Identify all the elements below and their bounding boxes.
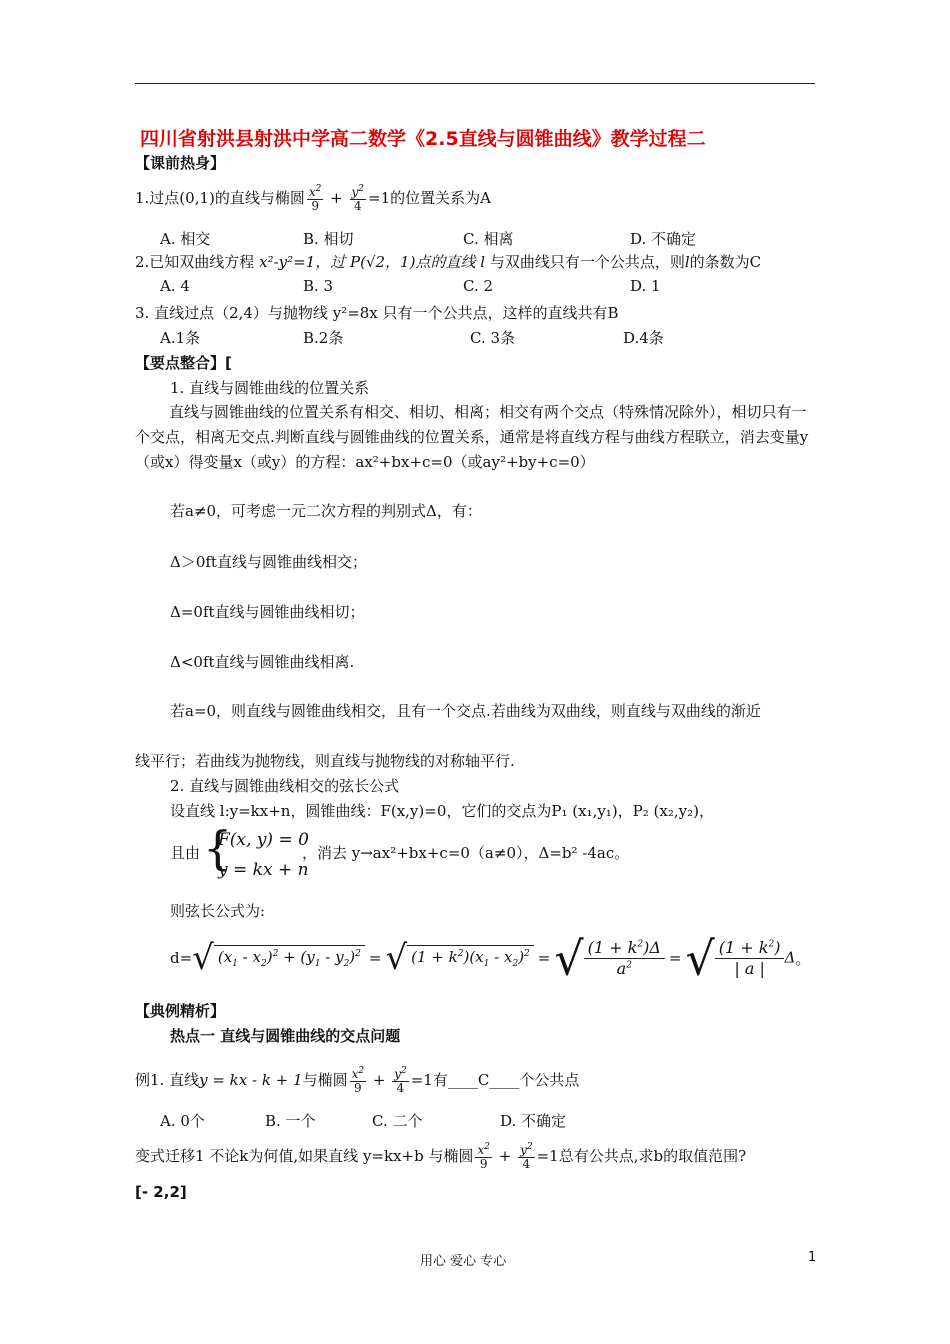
formula-d: d= [170, 949, 193, 967]
top-rule [135, 83, 815, 84]
formula-label: 则弦长公式为: [170, 902, 266, 920]
ex1-option-d: D. 不确定 [500, 1112, 567, 1130]
question-1: 1.过点(0,1)的直线与椭圆 $\frac{x^2}{9}$ + $\frac{y^2}{4}$ =1的位置关系为A [135, 183, 491, 213]
q1-mid: =1的位置关系为A [368, 189, 491, 207]
kp2-and-by: 且由 [170, 844, 201, 862]
ex1-end: =1有____C____个公共点 [410, 1071, 580, 1089]
kp1-heading: 1. 直线与圆锥曲线的位置关系 [170, 379, 370, 397]
variant-1: 变式迁移1 不论k为何值,如果直线 y=kx+b 与椭圆 $\frac{x^2}{9}$ + $\frac{y^2}{4}$ =1总有公共点,求b的取值范围? [135, 1141, 747, 1171]
kp1-a-zero-cont: 线平行；若曲线为抛物线，则直线与抛物线的对称轴平行. [135, 752, 515, 770]
frac-y2-4: $\frac{y^2}{4}$ [351, 183, 365, 213]
q1-option-c: C. 相离 [463, 230, 514, 248]
page-number: 1 [808, 1250, 817, 1265]
kp2-heading: 2. 直线与圆锥曲线相交的弦长公式 [170, 777, 400, 795]
sqrt-term-2: √ $(1 + k^2)(x_1 - x_2)^2$ [385, 943, 533, 973]
kp2-eliminate: ，消去 y→ax²+bx+c=0（a≠0），Δ=b² -4ac。 [302, 844, 630, 862]
example-1: 例1. 直线y = kx - k + 1与椭圆 $\frac{x^2}{9}$ + $\frac{y^2}{4}$ =1有____C____个公共点 [135, 1065, 580, 1095]
footer-center: 用心 爱心 专心 [420, 1254, 507, 1269]
ex1-option-a: A. 0个 [160, 1112, 205, 1130]
ex1-mid: 与椭圆 [302, 1071, 348, 1089]
sqrt-term-1: √ $(x_1 - x_2)^2 + (y_1 - y_2)^2$ [192, 943, 365, 973]
system-eq-1: F(x, y) = 0 [218, 830, 309, 850]
q2-prefix: 2.已知双曲线方程 [135, 253, 260, 271]
var1-frac-y2-4: $\frac{y^2}{4}$ [520, 1141, 533, 1171]
sqrt-term-3: √ $\frac{(1 + k^2)\Delta}{a^2}$ [554, 938, 665, 979]
q2-point: P(√2，1)点的直线 [350, 253, 476, 271]
q1-option-a: A. 相交 [160, 230, 211, 248]
system-eq-2: y = kx + n [218, 860, 309, 880]
q2-option-a: A. 4 [160, 277, 190, 295]
q2-eq: x²-y²=1，过 [259, 253, 351, 271]
q2-option-c: C. 2 [463, 277, 494, 295]
section-warmup: 【课前热身】 [135, 154, 226, 172]
ex1-option-c: C. 二个 [372, 1112, 423, 1130]
ex1-option-b: B. 一个 [265, 1112, 316, 1130]
ex1-prefix: 例1. 直线 [135, 1071, 200, 1089]
left-brace: { [203, 821, 233, 875]
question-2: 2.已知双曲线方程 x²-y²=1，过 P(√2，1)点的直线 l 与双曲线只有一个公共点，则l的条数为C [135, 253, 762, 271]
q3-option-b: B.2条 [303, 329, 344, 347]
kp1-paragraph: 直线与圆锥曲线的位置关系有相交、相切、相离；相交有两个交点（特殊情况除外），相切只有一个交点，相离无交点.判断直线与圆锥曲线的位置关系，通常是将直线方程与曲线方程联立，消去变量y（或x）得变量x（或y）的方程：ax²+bx+c=0（或ay²+by+c=0） [135, 403, 809, 471]
var1-answer: [- 2,2] [135, 1183, 187, 1201]
kp1-delta-gt: Δ＞0ft直线与圆锥曲线相交； [170, 553, 367, 571]
section-examples: 【典例精析】 [135, 1002, 226, 1020]
formula-end: 。 [795, 949, 811, 968]
ex1-frac-y2-4: $\frac{y^2}{4}$ [394, 1065, 407, 1095]
q2-option-b: B. 3 [303, 277, 334, 295]
q1-prefix: 1.过点(0,1)的直线与椭圆 [135, 189, 305, 207]
hot1-heading: 热点一 直线与圆锥曲线的交点问题 [170, 1027, 401, 1045]
q2-end: 的条数为C [689, 253, 762, 271]
var1-frac-x2-9: $\frac{x^2}{9}$ [477, 1141, 490, 1171]
var1-end: =1总有公共点,求b的取值范围? [536, 1147, 747, 1165]
frac-x2-9: $\frac{x^2}{9}$ [308, 183, 322, 213]
chord-length-formula: d= √ $(x_1 - x_2)^2 + (y_1 - y_2)^2$ = √ $(1 + k^2)(x_1 - x_2)^2$ = √ $\frac{(1 + k^2)\Delta}{a^2}$ = √ $\frac{(1 + k^2)}{| a |}$ Δ 。 [170, 931, 811, 985]
q3-option-d: D.4条 [623, 329, 664, 347]
q2-rest: 与双曲线只有一个公共点，则 [489, 253, 685, 271]
q1-option-d: D. 不确定 [630, 230, 697, 248]
q3-option-a: A.1条 [160, 329, 201, 347]
question-3: 3. 直线过点（2,4）与抛物线 y²=8x 只有一个公共点，这样的直线共有B [135, 304, 619, 322]
sqrt-term-4: √ $\frac{(1 + k^2)}{| a |}$ Δ [685, 931, 796, 985]
kp2-setup: 设直线 l:y=kx+n，圆锥曲线：F(x,y)=0，它们的交点为P₁ (x₁,y₁)，P₂ (x₂,y₂)， [170, 802, 714, 820]
kp1-delta-eq: Δ=0ft直线与圆锥曲线相切； [170, 603, 365, 621]
q3-option-c: C. 3条 [470, 329, 516, 347]
ex1-frac-x2-9: $\frac{x^2}{9}$ [351, 1065, 365, 1095]
q1-option-b: B. 相切 [303, 230, 354, 248]
page-title: 四川省射洪县射洪中学高二数学《2.5直线与圆锥曲线》教学过程二 [140, 128, 706, 150]
section-key-points: 【要点整合】[ [135, 354, 232, 372]
kp1-delta-lt: Δ<0ft直线与圆锥曲线相离. [170, 653, 355, 671]
var1-prefix: 变式迁移1 不论k为何值,如果直线 y=kx+b 与椭圆 [135, 1147, 474, 1165]
kp1-a-nonzero: 若a≠0，可考虑一元二次方程的判别式Δ，有： [170, 502, 482, 520]
ex1-line: y = kx - k + 1 [199, 1071, 303, 1089]
q2-option-d: D. 1 [630, 277, 661, 295]
kp1-a-zero: 若a=0，则直线与圆锥曲线相交，且有一个交点.若曲线为双曲线，则直线与双曲线的渐近 [170, 702, 761, 720]
